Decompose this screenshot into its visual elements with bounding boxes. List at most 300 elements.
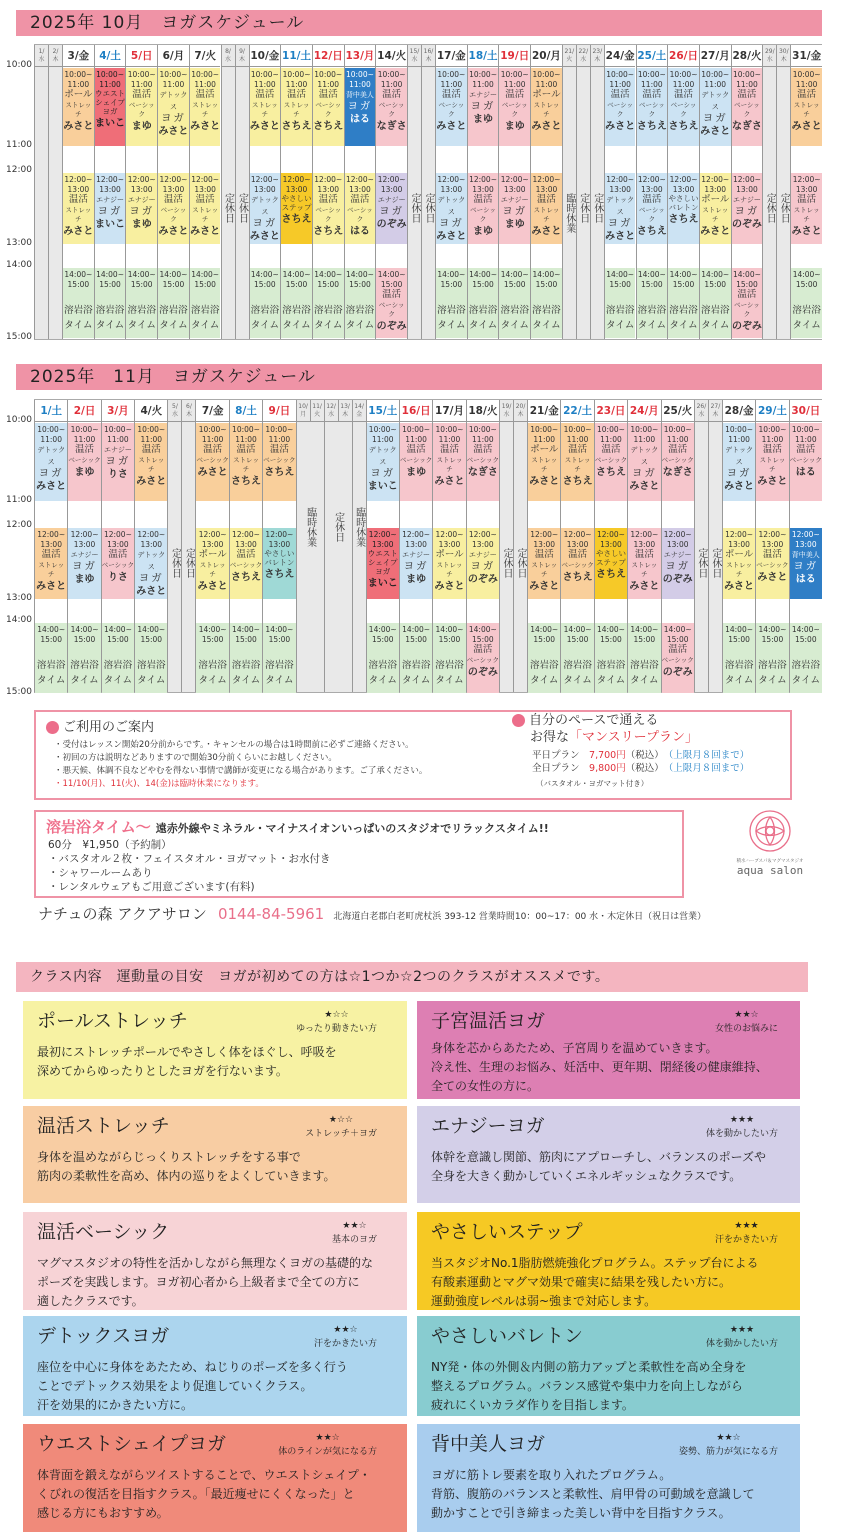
time-range: 12:00~ 13:00 <box>597 530 625 549</box>
day-column <box>134 400 167 692</box>
noon-class <box>281 172 312 245</box>
time-range: 14:00~ 15:00 <box>597 625 625 644</box>
rating-note: 基本のヨガ <box>331 1235 377 1245</box>
class-name: 温活 <box>68 194 88 205</box>
morning-class <box>196 422 228 502</box>
morning-class <box>790 422 822 502</box>
info-line: ・受付はレッスン開始20分前からです。・キャンセルの場合は1時間前に必ずご連絡ください。 <box>54 740 414 750</box>
closed-label: 定休日 <box>778 193 790 223</box>
instructor-name: みさと <box>249 231 280 242</box>
time-range: 12:00~ 13:00 <box>377 175 406 194</box>
day-column <box>762 45 776 339</box>
time-range: 14:00~ 15:00 <box>191 270 220 289</box>
morning-class <box>263 422 295 502</box>
class-card <box>23 1424 407 1532</box>
day-header: 12/日 <box>313 45 344 67</box>
noon-class <box>250 172 281 245</box>
class-sub: ベーシック <box>661 456 694 464</box>
class-name: 温活 <box>441 89 461 100</box>
ganbanyoku-text: タイム <box>758 675 787 686</box>
instructor-name: さちえ <box>264 569 295 580</box>
time-label: 12:00 <box>6 165 32 175</box>
day-column <box>530 45 562 339</box>
ganbanyoku-text: 溶岩浴 <box>137 660 166 671</box>
time-range: 10:00~ 11:00 <box>377 70 406 89</box>
day-column <box>366 400 399 692</box>
class-sub: ストレッチ <box>192 206 219 223</box>
ganbanyoku-slot <box>95 267 126 339</box>
morning-class <box>791 67 822 147</box>
star-rating: ★★☆ <box>333 1325 358 1335</box>
day-header: 7/金 <box>196 400 228 422</box>
instructor-name: みさと <box>158 126 189 137</box>
ganbanyoku-text: 溶岩浴 <box>468 305 498 316</box>
time-label: 13:00 <box>6 238 32 248</box>
class-sub: ヨガ <box>129 205 155 217</box>
ganbanyoku-text: 溶岩浴 <box>791 660 821 671</box>
instructor-name: まゆ <box>406 574 427 585</box>
ganbanyoku-label <box>196 658 228 688</box>
instructor-name: まゆ <box>131 219 152 230</box>
day-column <box>189 45 221 339</box>
class-name: 温活 <box>75 444 95 455</box>
instructor-name: さちえ <box>231 572 261 583</box>
class-sub: ストレッチ <box>192 101 219 118</box>
time-range: 10:00~ 11:00 <box>500 70 529 89</box>
ganbanyoku-label <box>230 658 262 688</box>
morning-class <box>376 67 407 147</box>
class-name: デトックス <box>250 196 279 216</box>
class-name: 温活 <box>634 549 654 560</box>
ganbanyoku-slot <box>433 622 465 694</box>
class-sub: ヨガ <box>370 467 396 479</box>
ganbanyoku-slot <box>313 267 344 339</box>
ganbanyoku-text: 溶岩浴 <box>36 660 66 671</box>
rating-note: 姿勢、筋力が気になる方 <box>678 1447 778 1457</box>
class-name: エナジー <box>127 196 156 204</box>
noon-class <box>126 172 157 245</box>
day-header: 27/月 <box>700 45 731 67</box>
time-range: 12:00~ 13:00 <box>64 175 93 194</box>
class-name: 温活 <box>601 444 621 455</box>
time-range: 14:00~ 15:00 <box>791 625 820 644</box>
class-sub: ベーシック <box>661 656 694 664</box>
rating-note: 体のラインが気になる方 <box>278 1447 377 1457</box>
ganbanyoku-text: タイム <box>314 320 343 331</box>
ganbanyoku-text: 溶岩浴 <box>198 660 227 671</box>
day-column <box>731 45 763 339</box>
noon-class <box>605 172 636 245</box>
ganbanyoku-text: タイム <box>791 675 820 686</box>
class-card-title: ポールストレッチ <box>37 1010 188 1032</box>
day-column <box>125 45 157 339</box>
class-sub: ベーシック <box>229 561 263 569</box>
time-range: 14:00~ 15:00 <box>402 625 431 644</box>
ganbanyoku-slot <box>791 267 822 339</box>
class-name: エナジー <box>377 196 406 204</box>
instructor-name: はる <box>795 467 816 478</box>
instructor-name: みさと <box>434 476 465 487</box>
star-rating: ★★★ <box>729 1325 755 1335</box>
noon-class <box>668 172 699 245</box>
morning-class <box>561 422 593 502</box>
time-range: 12:00~ 13:00 <box>37 530 66 549</box>
noon-class <box>376 172 407 245</box>
bullet-icon <box>512 714 525 727</box>
ganbanyoku-text: タイム <box>64 320 93 331</box>
time-range: 14:00~ 15:00 <box>250 270 279 289</box>
instructor-name: はる <box>349 226 370 237</box>
class-sub: ヨガ <box>631 467 657 479</box>
ganbanyoku-text: タイム <box>500 320 529 331</box>
ganbanyoku-text: タイム <box>265 675 294 686</box>
noon-class <box>467 527 499 600</box>
ganbanyoku-text: タイム <box>563 675 592 686</box>
class-name: ウエスト シェイプ ヨガ <box>367 549 398 576</box>
day-column <box>562 45 576 339</box>
time-range: 14:00~ 15:00 <box>137 625 166 644</box>
instructor-name: のぞみ <box>662 667 693 678</box>
class-card-body: マグマスタジオの特性を活かしながら無理なくヨガの基礎的な ポーズを実践します。ヨガ初心者から上級者まで全ての方に 適したクラスです。 <box>37 1256 374 1308</box>
time-range: 12:00~ 13:00 <box>250 175 279 194</box>
ganbanyoku-label <box>68 658 100 688</box>
class-sub: ベーシック <box>466 656 499 664</box>
class-sub: ストレッチ <box>531 561 558 578</box>
class-sub: ヨガ <box>138 572 164 584</box>
class-sub: ベーシック <box>734 301 760 318</box>
time-range: 10:00~ 11:00 <box>137 425 166 444</box>
class-name: デトックス <box>606 196 635 216</box>
class-sub: ヨガ <box>607 217 633 229</box>
ganbanyoku-label <box>499 303 530 333</box>
lotus-logo-icon <box>747 808 793 854</box>
time-range: 14:00~ 15:00 <box>232 625 260 644</box>
class-card-title: エナジーヨガ <box>431 1115 545 1137</box>
morning-class <box>595 422 627 502</box>
class-name: 温活 <box>195 194 215 205</box>
class-sub: ベーシック <box>638 101 665 118</box>
time-label: 10:00 <box>6 60 32 70</box>
instructor-name: みさと <box>36 581 67 592</box>
day-column <box>67 400 100 692</box>
ganbanyoku-text: タイム <box>70 675 99 686</box>
ganbanyoku-item: ・バスタオル２枚・フェイスタオル・ヨガマット・お水付き <box>48 853 331 865</box>
class-card-rating <box>715 1009 778 1035</box>
class-name: 温活 <box>568 444 588 455</box>
time-range: 10:00~ 11:00 <box>127 70 156 89</box>
ganbanyoku-slot <box>158 267 189 339</box>
instructor-name: みさと <box>757 572 788 583</box>
footer <box>38 903 706 924</box>
day-header: 13/ 木 <box>339 400 352 422</box>
day-header: 30/ 木 <box>777 45 790 67</box>
day-column <box>62 45 94 339</box>
time-range: 14:00~ 15:00 <box>127 270 156 289</box>
instructor-name: なぎさ <box>731 121 762 132</box>
ganbanyoku-text: タイム <box>127 320 156 331</box>
day-header: 12/ 水 <box>325 400 338 422</box>
class-card <box>417 1212 800 1310</box>
day-header: 22/ 水 <box>577 45 590 67</box>
day-header: 26/ 水 <box>695 400 708 422</box>
ganbanyoku-label <box>102 658 134 688</box>
time-label: 14:00 <box>6 260 32 270</box>
day-column <box>344 45 376 339</box>
day-column <box>435 45 467 339</box>
day-column <box>280 45 312 339</box>
class-sub: ヨガ <box>793 560 819 572</box>
day-column <box>229 400 262 692</box>
day-header: 8/土 <box>230 400 262 422</box>
class-sub: ベーシック <box>68 456 101 464</box>
class-sub: ベーシック <box>594 456 628 464</box>
class-sub: ヨガ <box>403 560 429 572</box>
plan-heading-2: お得な <box>530 730 570 745</box>
class-name: ポール <box>198 549 227 560</box>
ganbanyoku-text: タイム <box>468 320 498 331</box>
morning-class <box>433 422 465 502</box>
day-column <box>722 400 755 692</box>
class-name: 背中美人 <box>345 91 374 99</box>
ganbanyoku-text: 溶岩浴 <box>265 660 294 671</box>
ganbanyoku-text: 溶岩浴 <box>95 305 125 316</box>
noon-class <box>400 527 432 600</box>
ganbanyoku-label <box>313 303 344 333</box>
ganbanyoku-text: タイム <box>137 675 166 686</box>
closed-label: 定休日 <box>409 193 420 223</box>
class-name: エナジー <box>402 551 431 559</box>
class-name: 温活 <box>797 89 817 100</box>
instructor-name: まゆ <box>473 114 494 125</box>
day-header: 15/ 水 <box>408 45 421 67</box>
phone-number[interactable]: 0144-84-5961 <box>217 905 325 923</box>
time-range: 14:00~ 15:00 <box>368 625 397 644</box>
day-column <box>249 45 281 339</box>
ganbanyoku-item: ・シャワールームあり <box>48 867 153 879</box>
day-column <box>167 400 181 692</box>
class-sub: ベーシック <box>470 206 496 223</box>
ganbanyoku-slot <box>723 622 755 694</box>
class-sub: ストレッチ <box>726 561 753 578</box>
class-name: 温活 <box>203 444 223 455</box>
ganbanyoku-slot <box>400 622 432 694</box>
noon-class <box>190 172 221 245</box>
time-range: 10:00~ 11:00 <box>792 70 821 89</box>
ganbanyoku-text: 溶岩浴 <box>250 305 280 316</box>
class-sub: ベーシック <box>315 206 342 223</box>
ganbanyoku-slot <box>700 267 731 339</box>
ganbanyoku-text: タイム <box>701 320 730 331</box>
ganbanyoku-text: タイム <box>368 675 397 686</box>
closed-label: 定休日 <box>515 548 527 578</box>
time-range: 14:00~ 15:00 <box>669 270 698 289</box>
time-range: 10:00~ 11:00 <box>732 70 761 89</box>
ganbanyoku-text: 溶岩浴 <box>70 660 99 671</box>
day-column <box>576 45 590 339</box>
october-title: 2025年 10月 ヨガスケジュール <box>16 10 822 36</box>
class-sub: ストレッチ <box>436 456 463 473</box>
star-rating: ★★☆ <box>734 1010 759 1020</box>
day-header: 13/月 <box>345 45 376 67</box>
time-label: 11:00 <box>6 140 32 150</box>
class-sub: ストレッチ <box>759 456 786 473</box>
instructor-name: みさと <box>629 581 660 592</box>
instructor-name: みさと <box>724 581 755 592</box>
ganbanyoku-text: タイム <box>605 320 635 331</box>
day-header: 1/ 水 <box>35 45 48 67</box>
instructor-name: りさ <box>107 572 128 583</box>
ganbanyoku-text: タイム <box>198 675 227 686</box>
noon-class <box>595 527 627 600</box>
day-column <box>636 45 668 339</box>
ganbanyoku-text: 溶岩浴 <box>282 305 311 316</box>
day-column <box>527 400 560 692</box>
morning-class <box>63 67 94 147</box>
class-sub: ヨガ <box>726 467 752 479</box>
instructor-name: さちえ <box>636 121 667 132</box>
class-name: 温活 <box>797 194 817 205</box>
class-card-rating <box>706 1324 778 1350</box>
instructor-name: まいこ <box>367 578 398 589</box>
day-column <box>34 45 48 339</box>
class-name: 温活 <box>642 194 662 205</box>
instructor-name: みさと <box>700 126 731 137</box>
ganbanyoku-text: 溶岩浴 <box>596 660 626 671</box>
time-range: 12:00~ 13:00 <box>402 530 431 549</box>
morning-class <box>190 67 221 147</box>
class-card-title: 子宮温活ヨガ <box>431 1010 546 1032</box>
ganbanyoku-price: 60分 ¥1,950（予約制） <box>48 839 172 851</box>
time-range: 10:00~ 11:00 <box>532 70 561 89</box>
time-range: 10:00~ 11:00 <box>345 70 374 89</box>
ganbanyoku-slot <box>35 622 67 694</box>
salon-name: ナチュの森 アクアサロン <box>38 905 207 923</box>
class-sub: ストレッチ <box>793 206 820 223</box>
monthly-plan-label: 「マンスリープラン」 <box>569 730 698 745</box>
ganbanyoku-slot <box>531 267 562 339</box>
day-header: 23/ 木 <box>591 45 604 67</box>
class-sub: ストレッチ <box>533 101 560 118</box>
instructor-name: まいこ <box>367 481 398 492</box>
class-name: エナジー <box>469 91 497 99</box>
class-name: デトックス <box>725 446 753 466</box>
class-card-rating <box>715 1220 778 1246</box>
time-range: 10:00~ 11:00 <box>191 70 220 89</box>
time-range: 10:00~ 11:00 <box>468 425 497 444</box>
instructor-name: みさと <box>190 226 221 237</box>
class-sub: ストレッチ <box>251 101 278 118</box>
day-header: 6/ 木 <box>182 400 195 422</box>
ganbanyoku-label <box>628 658 660 688</box>
class-sub: ヨガ <box>379 205 405 217</box>
class-name: 温活 <box>439 444 459 455</box>
day-header: 17/月 <box>433 400 465 422</box>
day-header: 21/ 火 <box>563 45 576 67</box>
instructor-name: さちえ <box>668 121 699 132</box>
closure-note: ・11/10(月)、11(火)、14(金)は臨時休業になります。 <box>54 779 264 789</box>
class-sub: ヨガ <box>72 560 98 572</box>
class-name: 温活 <box>505 89 525 100</box>
ganbanyoku-text: 溶岩浴 <box>563 660 592 671</box>
class-sub: ストレッチ <box>436 561 463 578</box>
time-range: 10:00~ 11:00 <box>758 425 787 444</box>
noon-class <box>35 527 67 600</box>
morning-class <box>126 67 157 147</box>
class-sub: ヨガ <box>38 467 64 479</box>
class-card-rating <box>679 1432 778 1458</box>
ganbanyoku-label <box>250 303 281 333</box>
class-card-rating <box>314 1324 377 1350</box>
time-range: 14:00~ 15:00 <box>792 270 821 289</box>
ganbanyoku-text: タイム <box>596 675 626 686</box>
time-range: 12:00~ 13:00 <box>265 530 294 549</box>
day-column <box>399 400 432 692</box>
day-header: 28/金 <box>723 400 755 422</box>
class-name: 温活 <box>141 444 161 455</box>
instructor-name: みさと <box>791 121 822 132</box>
instructor-name: みさと <box>249 121 280 132</box>
class-name: 温活 <box>534 549 554 560</box>
ganbanyoku-label <box>468 303 499 333</box>
day-column <box>789 400 822 692</box>
time-range: 12:00~ 13:00 <box>630 530 659 549</box>
ganbanyoku-label <box>531 303 562 333</box>
instructor-name: みさと <box>529 476 560 487</box>
class-card <box>417 1424 800 1532</box>
ganbanyoku-slot <box>790 622 822 694</box>
class-sub: ベーシック <box>501 101 528 118</box>
closed-block <box>324 422 352 692</box>
time-range: 10:00~ 11:00 <box>669 70 698 89</box>
star-rating: ★★★ <box>729 1115 755 1125</box>
class-card <box>23 1001 407 1099</box>
time-range: 14:00~ 15:00 <box>732 270 761 289</box>
day-column <box>694 400 708 692</box>
class-card-title: 温活ベーシック <box>37 1221 170 1243</box>
ganbanyoku-text: 溶岩浴 <box>401 660 431 671</box>
class-sub: ベーシック <box>561 561 594 569</box>
ganbanyoku-label <box>637 303 668 333</box>
noon-class <box>196 527 228 600</box>
class-card <box>417 1106 800 1203</box>
ganbanyoku-label <box>791 303 822 333</box>
instructor-name: みさと <box>190 121 221 132</box>
morning-class <box>732 67 763 147</box>
day-column <box>157 45 189 339</box>
class-sub: ストレッチ <box>65 206 92 223</box>
class-sub: ベーシック <box>438 101 465 118</box>
instructor-name: みさと <box>63 121 94 132</box>
time-label: 15:00 <box>6 332 32 342</box>
ganbanyoku-label <box>595 658 627 688</box>
time-range: 12:00~ 13:00 <box>469 175 497 194</box>
ganbanyoku-text: タイム <box>437 320 466 331</box>
time-range: 14:00~ 15:00 <box>96 270 124 289</box>
ganbanyoku-slot <box>499 267 530 339</box>
afternoon-class <box>376 267 407 339</box>
class-name: 温活 <box>269 444 289 455</box>
logo-name: aqua salon <box>736 864 804 877</box>
time-range: 10:00~ 11:00 <box>402 425 431 444</box>
morning-class <box>281 67 312 147</box>
day-header: 11/土 <box>281 45 312 67</box>
class-sub: ヨガ <box>502 205 528 217</box>
time-range: 10:00~ 11:00 <box>232 425 260 444</box>
time-label: 15:00 <box>6 687 32 697</box>
instructor-name: まゆ <box>504 121 525 132</box>
class-sub: ヨガ <box>105 455 131 467</box>
class-name: ポール <box>530 444 559 455</box>
